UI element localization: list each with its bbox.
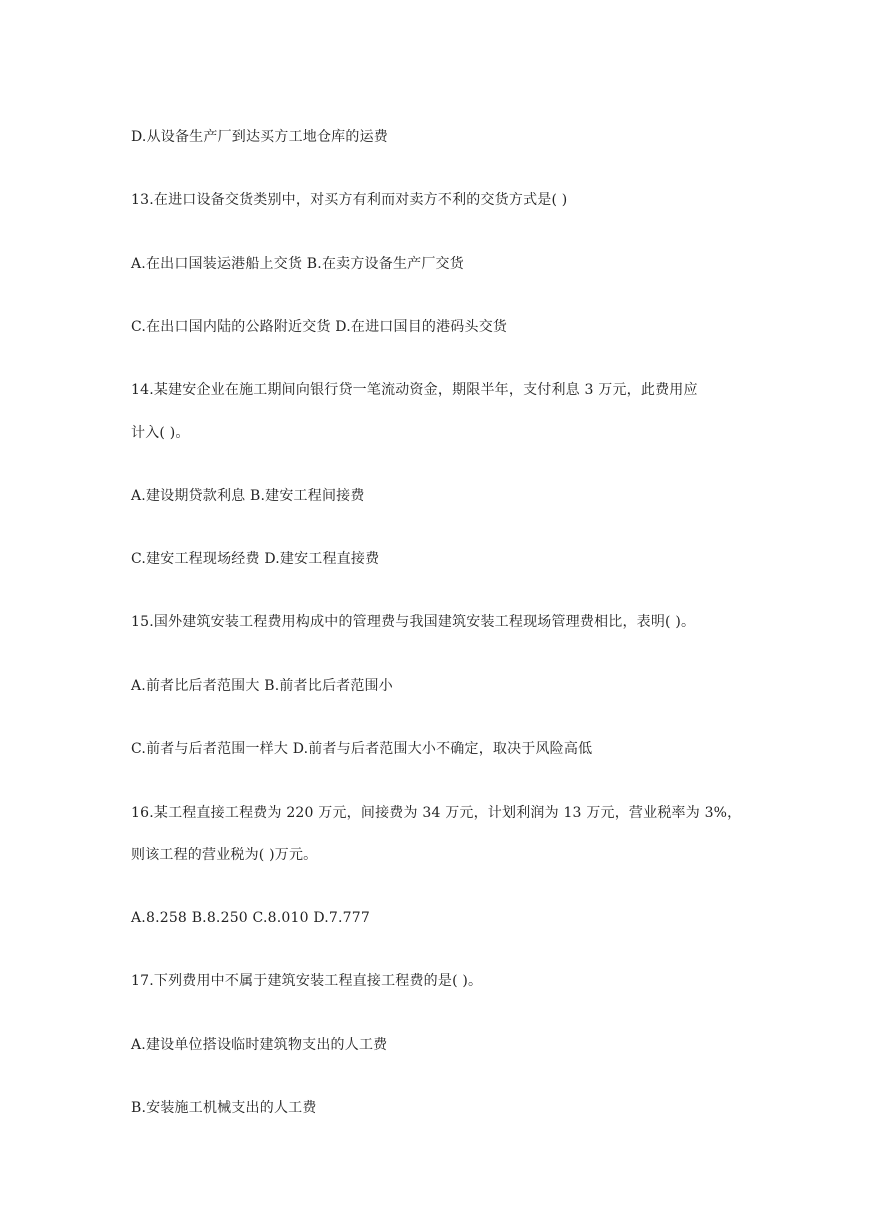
options-q15-cd: C.前者与后者范围一样大 D.前者与后者范围大小不确定，取决于风险高低 xyxy=(131,741,593,757)
option-q17-a: A.建设单位搭设临时建筑物支出的人工费 xyxy=(131,1037,388,1053)
options-q14-ab: A.建设期贷款利息 B.建安工程间接费 xyxy=(131,488,365,504)
question-17: 17.下列费用中不属于建筑安装工程直接工程费的是( )。 xyxy=(131,973,483,989)
option-q17-b: B.安装施工机械支出的人工费 xyxy=(131,1100,317,1116)
question-14-line-2: 计入( )。 xyxy=(131,425,190,441)
options-q16: A.8.258 B.8.250 C.8.010 D.7.777 xyxy=(131,910,371,926)
question-15: 15.国外建筑安装工程费用构成中的管理费与我国建筑安装工程现场管理费相比，表明( )。 xyxy=(131,614,696,630)
question-16-line-1: 16.某工程直接工程费为 220 万元，间接费为 34 万元，计划利润为 13 万元，营业税率为 3%， xyxy=(131,805,742,821)
question-14-line-1: 14.某建安企业在施工期间向银行贷一笔流动资金，期限半年，支付利息 3 万元，此费用应 xyxy=(131,382,698,398)
question-13: 13.在进口设备交货类别中，对买方有利而对卖方不利的交货方式是( ) xyxy=(131,192,568,208)
option-line-q12-d: D.从设备生产厂到达买方工地仓库的运费 xyxy=(131,129,388,145)
options-q13-ab: A.在出口国装运港船上交货 B.在卖方设备生产厂交货 xyxy=(131,256,464,272)
options-q13-cd: C.在出口国内陆的公路附近交货 D.在进口国目的港码头交货 xyxy=(131,319,508,335)
question-16-line-2: 则该工程的营业税为( )万元。 xyxy=(131,847,318,863)
options-q14-cd: C.建安工程现场经费 D.建安工程直接费 xyxy=(131,551,380,567)
options-q15-ab: A.前者比后者范围大 B.前者比后者范围小 xyxy=(131,678,393,694)
